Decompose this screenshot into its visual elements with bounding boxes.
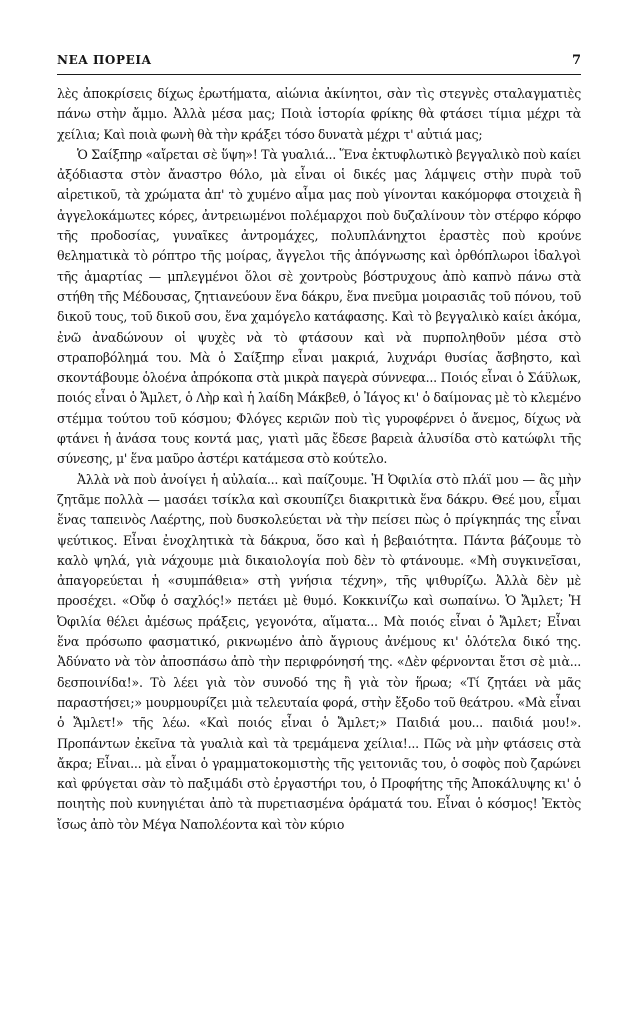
page-number: 7 <box>571 53 581 68</box>
paragraph-continued: λὲς ἀποκρίσεις δίχως ἐρωτήματα, αἰώνια ἀκίνητοι, σὰν τὶς στεγνὲς σταλαγματιὲς πάνω στὴν ἄμμο. Ἀλλὰ μέσα μας; Ποιὰ ἱστορία φρίκης θὰ φτάσει τίμια μέχρι τὰ χείλια; Καὶ ποιὰ φωνὴ θὰ τὴν κράξει τόσο δυνατὰ μέχρι τ' αὐτιά μας; <box>57 86 581 142</box>
body-text <box>57 84 581 835</box>
paragraph-curtain: Ἀλλὰ νὰ ποὺ ἀνοίγει ἡ αὐλαία... καὶ παίζουμε. Ἡ Ὀφιλία στὸ πλάϊ μου — ἂς μὴν ζητᾶμε πολλὰ — μασάει τσίκλα καὶ σκουπίζει διακριτικὰ ἕνα δάκρυ. Θεέ μου, εἶμαι ἕνας ταπεινὸς Λαέρτης, ποὺ δυσκολεύεται νὰ τὴν πείσει πὼς ὁ πρίγκηπάς της εἶναι ψεύτικος. Εἶναι ἐνοχλητικὰ τὰ δάκρυα, ὅσο καὶ ἡ βεβαιότητα. Πάντα βάζουμε τὸ καλὸ ψηλά, γιὰ νάχουμε μιὰ δικαιολογία ποὺ δὲν τὸ φτάνουμε. «Μὴ συγκινεῖσαι, ἀπαγορεύεται ἡ «συμπάθεια» στὴ γνήσια τέχνη», τῆς ψιθυρίζω. Ἀλλὰ δὲν μὲ προσέχει. «Οὔφ ὁ σαχλός!» πετάει μὲ θυμό. Κοκκινίζω καὶ σωπαίνω. Ὁ Ἄμλετ; Ἡ Ὀφιλία θέλει ἀμέσως πράξεις, γεγονότα, αἵματα... Μὰ ποιός εἶναι ὁ Ἄμλετ; Εἶναι ἕνα πρόσωπο φασματικό, ρικνωμένο ἀπὸ ἄγριους ἀνέμους κι' ὁλότελα δικό της. Ἀδύνατο νὰ τὸν ἀποσπάσω ἀπὸ τὴν περιφρόνησή της. «Δὲν φέρνονται ἔτσι σὲ μιὰ... δεσποινίδα!». Τὸ λέει γιὰ τὸν συνοδό της ἢ γιὰ τὸν ἥρωα; «Τί ζητάει νὰ μᾶς παραστήσει;» μουρμουρίζει μιὰ τελευταία φορά, στὴν ἔξοδο τοῦ θεάτρου. «Μὰ εἶναι ὁ Ἄμλετ!» τῆς λέω. «Καὶ ποιός εἶναι ὁ Ἄμλετ;» Παιδιά μου... παιδιά μου!». Προπάντων ἐκεῖνα τὰ γυαλιὰ καὶ τὰ τρεμάμενα χείλια!... Πῶς νὰ μὴν φτάσεις στὰ ἄκρα; Εἶναι... μὰ εἶναι ὁ γραμματοκομιστὴς τῆς γειτονιᾶς του, ὁ σοφὸς ποὺ ζαρώνει καὶ φρύγεται σὰν τὸ παξιμάδι στὸ ἐργαστήρι του, ὁ Προφήτης τῆς Ἀποκάλυψης κι' ὁ ποιητὴς ποὺ κυνηγιέται ἀπὸ τὰ πυρετιασμένα ὁράματά του. Εἶναι ὁ κόσμος! Ἐκτὸς ἴσως ἀπὸ τὸν Μέγα Ναπολέοντα καὶ τὸν κύριο <box>57 471 581 832</box>
running-title: ΝΕΑ ΠΟΡΕΙΑ <box>57 53 152 67</box>
paragraph-shakespeare: Ὁ Σαίξπηρ «αἴρεται σὲ ὕψη»! Τὰ γυαλιά... Ἕνα ἐκτυφλωτικὸ βεγγαλικὸ ποὺ καίει ἀξόδιαστα στὸν ἄναστρο θόλο, μὰ εἶναι οἱ δικές μας λάμψεις στὴν πυρὰ τοῦ αἱρετικοῦ, τὰ χρώματα ἀπ' τὸ χυμένο αἷμα μας ποὺ γίνονται κακόμορφα στοιχειὰ ἢ ἀγγελοκάμωτες κόρες, ἀντρειωμένοι πολέμαρχοι ποὺ δυζαλίνουν τὸν στέρφο κόρφο τῆς προδοσίας, γυναῖκες ἀντρομάχες, πολυπλάνηχτοι ἐραστὲς ποὺ κρούνε θεληματικὰ τὸ ρόπτρο τῆς μοίρας, ἄγγελοι τῆς ἀπόγνωσης καὶ ὀρθόπλωροι ἰδαλγοὶ τῆς ἁμαρτίας — μπλεγμένοι ὅλοι σὲ χοντροὺς βόστρυχους ἀπὸ καπνὸ πάνω στὰ στήθη τῆς Μέδουσας, ζητιανεύουν ἕνα δάκρυ, ἕνα πνεῦμα μοιρασιᾶς τοῦ πόνου, τοῦ δικοῦ τους, τοῦ δικοῦ σου, ἕνα χαμόγελο κατάφασης. Καὶ τὸ βεγγαλικὸ καίει ἀκόμα, ἐνῶ ἀναδώνουν οἱ ψυχὲς νὰ τὸ φτάσουν καὶ νὰ πυρποληθοῦν μέσα στὸ στραποβόλημά του. Μὰ ὁ Σαίξπηρ εἶναι μακριά, λυχνάρι θυσίας ἄσβηστο, καὶ σκοντάβουμε ὁλοένα ἀπρόκοπα στὰ μικρὰ παγερὰ σύννεφα... Ποιός εἶναι ὁ Σάϋλωκ, ποιός εἶναι ὁ Ἄμλετ, ὁ Λὴρ καὶ ἡ λαίδη Μάκβεθ, ὁ Ἰάγος κι' ὁ δαίμονας μὲ τὸ κλεμένο στέμμα τούτου τοῦ κόσμου; Φλόγες κεριῶν ποὺ τὶς γυροφέρνει ὁ ἄνεμος, δίχως νὰ φτάνει ἡ ἀνάσα τους κοντά μας, γιατὶ μᾶς ἔδεσε βαρειὰ ἁλυσίδα στὸ κατώφλι τῆς σύνεσης, μ' ἕνα μαῦρο ἀστέρι κατάμεσα στὸ κούτελο. <box>57 146 581 467</box>
header-rule <box>57 74 581 75</box>
page-header <box>57 51 581 73</box>
